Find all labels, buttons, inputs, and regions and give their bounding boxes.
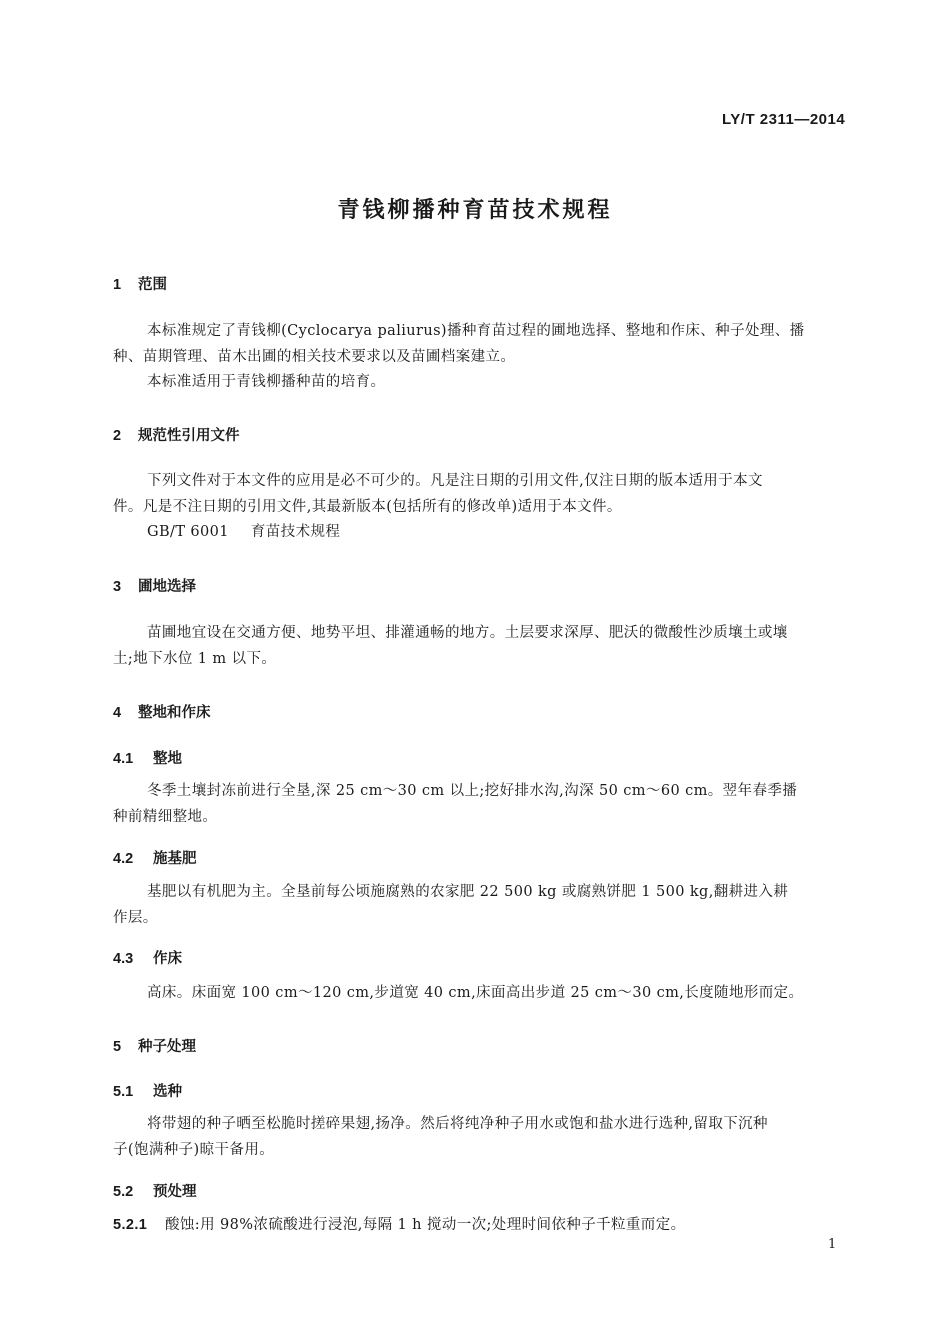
subsection-heading-5-1 xyxy=(113,1080,182,1101)
paragraph-line: 种前精细整地。 xyxy=(113,809,218,825)
subsection-heading-5-2 xyxy=(113,1180,197,1201)
section-number: 1 xyxy=(113,277,122,293)
section-title: 作床 xyxy=(153,951,182,967)
paragraph-line: 苗圃地宜设在交通方便、地势平坦、排灌通畅的地方。土层要求深厚、肥沃的微酸性沙质壤土或壤 xyxy=(147,625,788,641)
clause-number: 5.2.1 xyxy=(113,1217,148,1233)
paragraph-line: 土;地下水位 1 m 以下。 xyxy=(113,651,277,667)
section-title: 圃地选择 xyxy=(138,579,196,595)
section-title: 选种 xyxy=(153,1084,182,1100)
subsection-heading-4-3 xyxy=(113,947,182,968)
paragraph-line: 子(饱满种子)晾干备用。 xyxy=(113,1142,275,1158)
section-heading-4 xyxy=(113,701,211,722)
page-title: 青钱柳播种育苗技术规程 xyxy=(337,198,613,223)
paragraph-line: 本标准规定了青钱柳(Cyclocarya paliurus)播种育苗过程的圃地选择、整地和作床、种子处理、播 xyxy=(147,323,805,339)
clause-text: 酸蚀:用 98%浓硫酸进行浸泡,每隔 1 h 搅动一次;处理时间依种子千粒重而定。 xyxy=(165,1217,686,1233)
section-title: 整地和作床 xyxy=(138,705,211,721)
reference-title: 育苗技术规程 xyxy=(250,524,341,540)
standard-code: LY/T 2311—2014 xyxy=(722,111,846,128)
section-number: 4.3 xyxy=(113,951,134,967)
section-heading-3 xyxy=(113,575,196,596)
normative-reference xyxy=(147,519,887,545)
section-number: 4.1 xyxy=(113,751,134,767)
section-number: 5 xyxy=(113,1039,122,1055)
paragraph: 本标准适用于青钱柳播种苗的培育。 xyxy=(147,374,386,390)
section-number: 4.2 xyxy=(113,851,134,867)
section-title: 种子处理 xyxy=(138,1039,196,1055)
paragraph-line: 下列文件对于本文件的应用是必不可少的。凡是注日期的引用文件,仅注日期的版本适用于本文 xyxy=(147,473,763,489)
section-heading-1 xyxy=(113,273,167,294)
paragraph-line: 件。凡是不注日期的引用文件,其最新版本(包括所有的修改单)适用于本文件。 xyxy=(113,499,622,515)
section-number: 4 xyxy=(113,705,122,721)
section-number: 5.1 xyxy=(113,1084,134,1100)
section-number: 3 xyxy=(113,579,122,595)
section-title: 施基肥 xyxy=(153,851,197,867)
section-title: 预处理 xyxy=(153,1184,197,1200)
paragraph-line: 基肥以有机肥为主。全垦前每公顷施腐熟的农家肥 22 500 kg 或腐熟饼肥 1 500 kg,翻耕进入耕 xyxy=(147,884,789,900)
subsection-heading-4-2 xyxy=(113,847,197,868)
subsection-heading-4-1 xyxy=(113,747,182,768)
paragraph-line: 将带翅的种子晒至松脆时搓碎果翅,扬净。然后将纯净种子用水或饱和盐水进行选种,留取下沉种 xyxy=(147,1116,768,1132)
paragraph-line: 作层。 xyxy=(113,910,158,926)
reference-code: GB/T 6001 xyxy=(147,524,229,540)
section-title: 规范性引用文件 xyxy=(138,428,240,444)
section-heading-2 xyxy=(113,424,240,445)
paragraph-line: 种、苗期管理、苗木出圃的相关技术要求以及苗圃档案建立。 xyxy=(113,349,516,365)
section-number: 5.2 xyxy=(113,1184,134,1200)
section-number: 2 xyxy=(113,428,122,444)
section-heading-5 xyxy=(113,1035,196,1056)
page-number: 1 xyxy=(828,1237,837,1252)
paragraph-line: 冬季土壤封冻前进行全垦,深 25 cm～30 cm 以上;挖好排水沟,沟深 50 cm～60 cm。翌年春季播 xyxy=(147,783,798,799)
section-title: 范围 xyxy=(138,277,167,293)
paragraph: 高床。床面宽 100 cm～120 cm,步道宽 40 cm,床面高出步道 25 cm～30 cm,长度随地形而定。 xyxy=(147,985,804,1001)
clause-5-2-1 xyxy=(113,1212,853,1238)
section-title: 整地 xyxy=(153,751,182,767)
